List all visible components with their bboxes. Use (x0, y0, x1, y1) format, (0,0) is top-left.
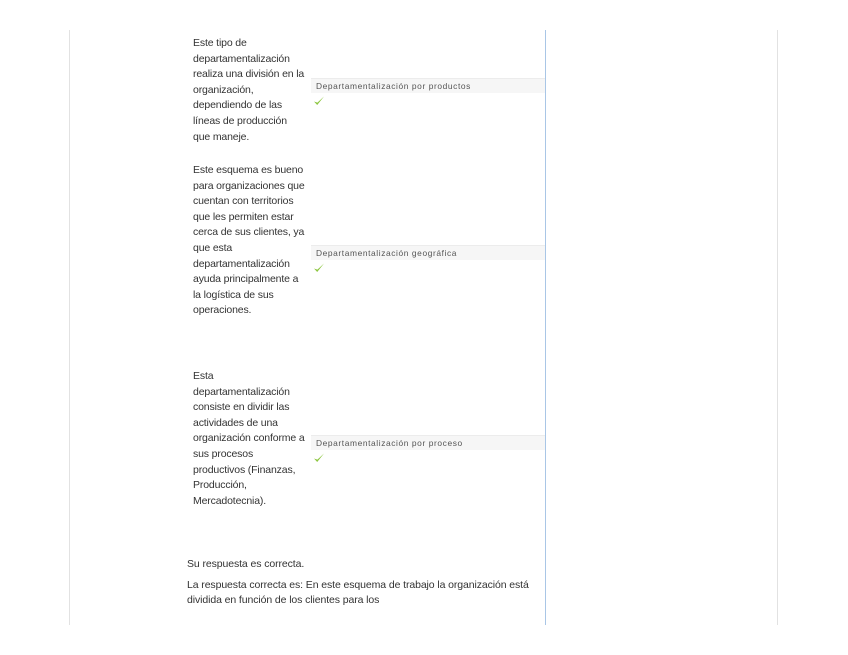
question-row-3 (193, 369, 545, 529)
content-divider (545, 30, 546, 625)
question-row-2 (193, 163, 545, 353)
feedback-result: Su respuesta es correcta. (187, 558, 305, 570)
question-text: Este tipo de departamentalización realiza una división en la organización, dependiendo de las líneas de producción que maneje. (193, 37, 305, 143)
answer-select-3[interactable]: Departamentalización por proceso (311, 435, 545, 450)
question-text: Esta departamentalización consiste en dividir las actividades de una organización conforme a sus procesos productivos (Finanzas, Producción, Mercadotecnia). (193, 370, 305, 507)
answer-select-2[interactable]: Departamentalización geográfica (311, 245, 545, 260)
left-border (69, 30, 70, 625)
check-icon (313, 95, 325, 107)
feedback-correct-answer: La respuesta correcta es: En este esquema de trabajo la organización está dividida en función de los clientes para los (187, 579, 529, 606)
answer-select-1[interactable]: Departamentalización por productos (311, 78, 545, 93)
check-icon (313, 262, 325, 274)
question-row-1 (193, 36, 545, 148)
check-icon (313, 452, 325, 464)
question-text: Este esquema es bueno para organizaciones que cuentan con territorios que les permiten estar cerca de sus clientes, ya que esta departamentalización ayuda principalmente a la logística de sus operaciones. (193, 164, 305, 317)
right-border (777, 30, 778, 625)
